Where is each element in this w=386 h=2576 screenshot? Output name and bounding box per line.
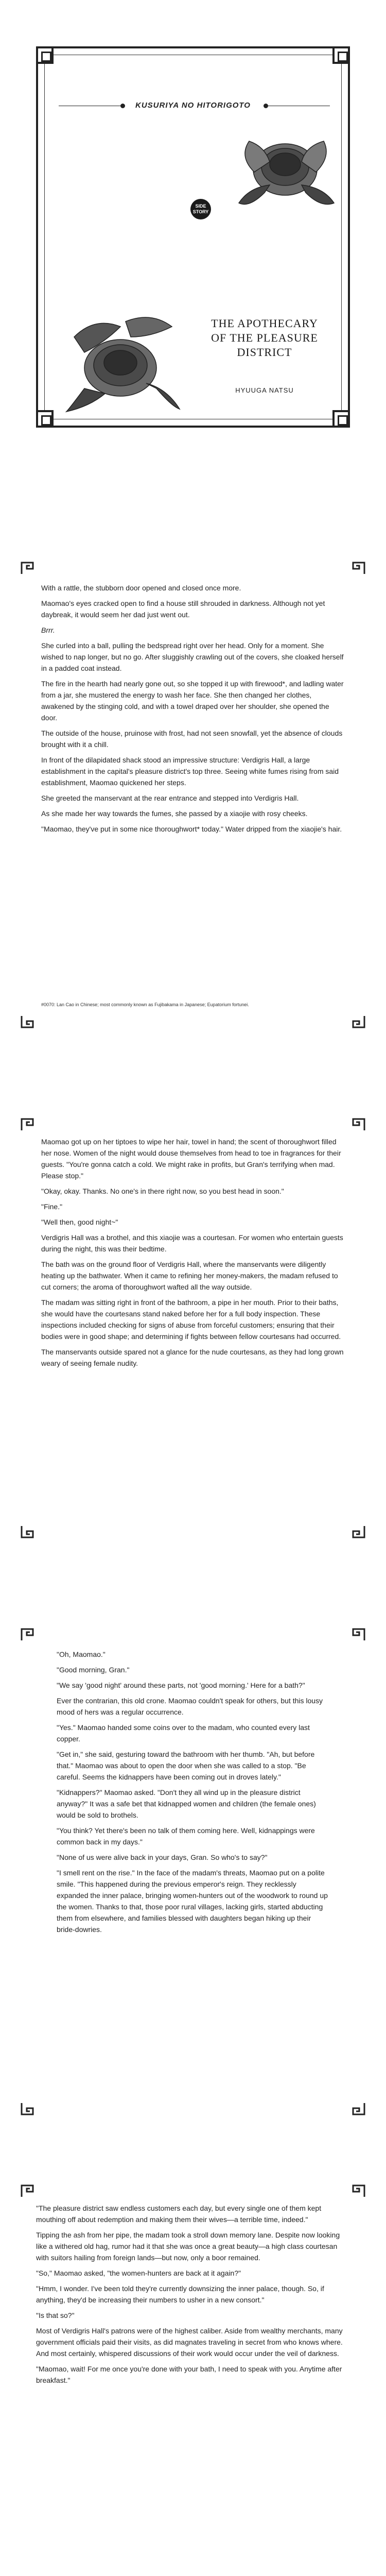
paragraph: "Get in," she said, gesturing toward the bathroom with her thumb. "Ah, but before that." Maomao was about to open the door when she was called to a stop. "Be careful. Seems the kidnappers have been coming out in droves lately." [57,1750,315,1781]
badge-line: SIDE [195,204,206,209]
paragraph: In front of the dilapidated shack stood an impressive structure: Verdigris Hall, a large establishment in the capital's pleasure district's top three. Seeing white fumes rising from said establishment, Maomao quickened her steps. [41,756,339,787]
paragraph: "Fine." [41,1202,63,1211]
paragraph: The fire in the hearth had nearly gone out, so she topped it up with firewood*, and ladling water from a jar, she mustered the energy to wash her face. She then changed her clothes, awakened by the stinging cold, and with a towel draped over her shoulder, she opened the door. [41,680,344,722]
paragraph: Tipping the ash from her pipe, the madam took a stroll down memory lane. Despite now looking like a withered old hag, rumor had it that she was once a great beauty—a high class courtesan with suitors hailing from foreign lands—but now, only a boor remained. [36,2231,340,2262]
story-title-line: OF THE PLEASURE DISTRICT [211,331,318,359]
paragraph: "You think? Yet there's been no talk of them coming here. Well, kidnappings were common back in my days." [57,1826,315,1846]
paragraph: The madam was sitting right in front of the bathroom, a pipe in her mouth. Prior to their baths, she would have the courtesans stand naked before her for a full body inspection. These inspections included checking for signs of abuse from forceful customers; ensuring that their bodies were in good shape; and determining if fights between fellow courtesans had occurred. [41,1298,341,1341]
paragraph: As she made her way towards the fumes, she passed by a xiaojie with rosy cheeks. [41,809,308,818]
paragraph: Verdigris Hall was a brothel, and this xiaojie was a courtesan. For women who entertain guests during the night, this was their bedtime. [41,1233,343,1253]
paragraph: "So," Maomao asked, "the women-hunters are back at it again?" [36,2269,241,2277]
corner-ornament [332,410,350,428]
author-name: HYUUGA NATSU [235,386,294,394]
corner-ornament-icon [352,562,365,575]
paragraph: "Okay, okay. Thanks. No one's in there right now, so you best head in soon." [41,1187,284,1195]
corner-ornament-icon [352,2184,365,2198]
corner-ornament-icon [21,1118,34,1131]
text-page-4 [0,1649,386,1939]
paragraph: Ever the contrarian, this old crone. Maomao couldn't speak for others, but this lousy mood of hers was a regular occurrence. [57,1697,323,1716]
paragraph: "Oh, Maomao." [57,1650,106,1658]
corner-ornament [36,410,54,428]
paragraph: "Yes." Maomao handed some coins over to the madam, who counted every last copper. [57,1723,310,1743]
corner-ornament-icon [21,1015,34,1028]
series-title: KUSURIYA NO HITORIGOTO [135,101,251,110]
paragraph: "None of us were alive back in your days, Gran. So who's to say?" [57,1853,268,1861]
paragraph: Maomao got up on her tiptoes to wipe her hair, towel in hand; the scent of thoroughwort filled her nose. Women of the night would douse themselves from head to toe in fragrances for their guests. "You're gonna catch a cold. We might rake in profits, but Gran's terrifying when mad. Please stop." [41,1138,341,1180]
corner-ornament-icon [21,2184,34,2198]
corner-ornament [36,46,54,64]
paragraph: The outside of the house, pruinose with frost, had not seen snowfall, yet the absence of clouds brought with it a chill. [41,729,343,749]
peony-illustration-bottom [64,306,182,414]
story-title [187,316,342,360]
paragraph: "Maomao, wait! For me once you're done with your bath, I need to speak with you. Anytime after breakfast." [36,2365,342,2384]
text-page-2 [0,582,386,839]
paragraph: "The pleasure district saw endless customers each day, but every single one of them kept mouthing off about redemption and making them their wives—a terrible time, indeed." [36,2204,322,2224]
paragraph: With a rattle, the stubborn door opened and closed once more. [41,584,241,592]
paragraph: "Maomao, they've put in some nice thoroughwort* today." Water dripped from the xiaojie's hair. [41,825,342,833]
paragraph: "Hmm, I wonder. I've been told they're currently downsizing the inner palace, though. So, if anything, they'd be increasing their numbers to usher in a new consort." [36,2284,324,2304]
series-dot-right [264,104,268,108]
paragraph: Brrr. [41,626,55,634]
title-card [36,46,350,428]
text-page-3 [0,1136,386,1373]
paragraph: "Is that so?" [36,2311,75,2319]
paragraph: "We say 'good night' around these parts, not 'good morning.' Here for a bath?" [57,1681,305,1689]
corner-ornament-icon [21,1525,34,1538]
paragraph: "I smell rent on the rise." In the face of the madam's threats, Maomao put on a polite smile. "This happened during the previous emperor's reign. They recklessly expanded the inner palace, bringing women-hunters out of the woodwork to round up the women. Thanks to that, those poor rural villages, lacking girls, started abducting them from elsewhere, and families blessed with daughters began hiking up their bride-dowries. [57,1869,328,1934]
corner-ornament-icon [21,562,34,575]
corner-ornament-icon [352,1118,365,1131]
corner-ornament-icon [21,2102,34,2115]
paragraph: "Good morning, Gran." [57,1666,130,1674]
footnote: #0070: Lan Cao in Chinese; most commonly known as Fujibakama in Japanese; Eupatorium fortunei. [41,1002,249,1007]
story-title-line: THE APOTHECARY [211,317,318,330]
corner-ornament-icon [352,1628,365,1641]
paragraph: The manservants outside spared not a glance for the nude courtesans, as they had long grown weary of seeing female nudity. [41,1348,344,1367]
text-page-5 [0,2202,386,2390]
corner-ornament-icon [352,1525,365,1538]
corner-ornament-icon [352,1015,365,1028]
paragraph: Most of Verdigris Hall's patrons were of the highest caliber. Aside from wealthy merchants, many government officials paid their visits, as did magnates traveling in secret from who knows where. And most certainly, whispered discussions of their work would occur under the veil of darkness. [36,2327,343,2358]
side-story-badge [190,199,211,219]
corner-ornament [332,46,350,64]
badge-line: STORY [192,209,209,214]
paragraph: The bath was on the ground floor of Verdigris Hall, where the manservants were diligently heating up the bathwater. When it came to refining her money-makers, the madam refused to cut corners; the aroma of thoroughwort wafted all the way outside. [41,1260,338,1291]
paragraph: Maomao's eyes cracked open to find a house still shrouded in darkness. Although not yet daybreak, it would seem her dad just went out. [41,599,325,619]
paragraph: "Well then, good night~" [41,1218,118,1226]
paragraph: She greeted the manservant at the rear entrance and stepped into Verdigris Hall. [41,794,299,802]
corner-ornament-icon [352,2102,365,2115]
paragraph: She curled into a ball, pulling the bedspread right over her head. Only for a moment. She wished to nap longer, but no go. After sluggishly crawling out of the covers, she cloaked herself in a padded coat instead. [41,641,344,672]
paragraph: "Kidnappers?" Maomao asked. "Don't they all wind up in the pleasure district anyway?" It was a safe bet that kidnapped women and children (the female ones) would be sold to brothels. [57,1788,316,1819]
peony-illustration-top [234,126,337,213]
corner-ornament-icon [21,1628,34,1641]
